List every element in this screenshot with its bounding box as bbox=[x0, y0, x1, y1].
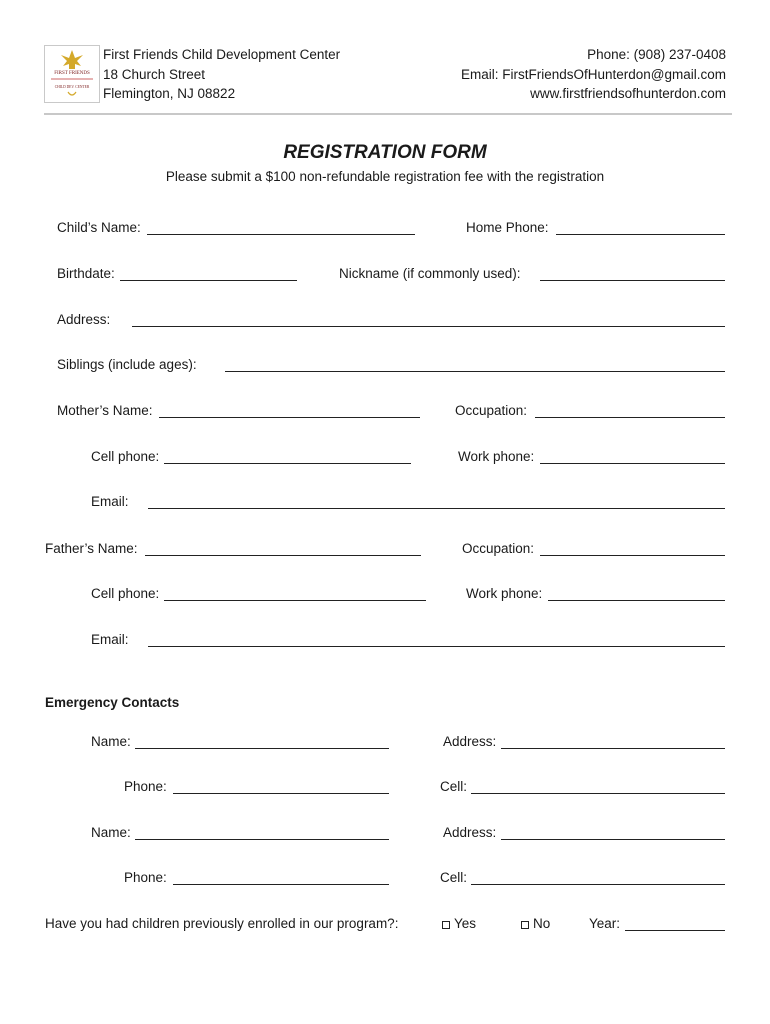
header-divider bbox=[44, 113, 732, 115]
yes-checkbox[interactable] bbox=[442, 921, 450, 929]
siblings-label: Siblings (include ages): bbox=[57, 357, 197, 372]
father-cell-field[interactable] bbox=[164, 600, 426, 601]
siblings-field[interactable] bbox=[225, 371, 725, 372]
emergency-address-2-field[interactable] bbox=[501, 839, 725, 840]
father-name-label: Father’s Name: bbox=[45, 541, 138, 556]
org-contact-block bbox=[461, 45, 726, 104]
emergency-cell-2-field[interactable] bbox=[471, 884, 725, 885]
mother-email-label: Email: bbox=[91, 494, 129, 509]
mother-cell-field[interactable] bbox=[164, 463, 411, 464]
emergency-name-2-label: Name: bbox=[91, 825, 131, 840]
mother-email-field[interactable] bbox=[148, 508, 725, 509]
father-email-field[interactable] bbox=[148, 646, 725, 647]
yes-label: Yes bbox=[454, 916, 477, 931]
emergency-phone-2-label: Phone: bbox=[124, 870, 167, 885]
mother-work-label: Work phone: bbox=[458, 449, 535, 464]
org-phone: Phone: (908) 237-0408 bbox=[587, 47, 726, 62]
emergency-cell-1-field[interactable] bbox=[471, 793, 725, 794]
birthdate-field[interactable] bbox=[120, 280, 297, 281]
father-name-field[interactable] bbox=[145, 555, 421, 556]
no-checkbox[interactable] bbox=[521, 921, 529, 929]
emergency-phone-1-label: Phone: bbox=[124, 779, 167, 794]
father-occupation-label: Occupation: bbox=[462, 541, 535, 556]
previous-enrollment-question: Have you had children previously enrolled in our program?: bbox=[45, 916, 399, 931]
emergency-cell-1-label: Cell: bbox=[440, 779, 468, 794]
mother-occupation-field[interactable] bbox=[535, 417, 725, 418]
year-label: Year: bbox=[589, 916, 621, 931]
org-name: First Friends Child Development Center bbox=[103, 47, 341, 62]
emergency-name-2-field[interactable] bbox=[135, 839, 389, 840]
father-work-label: Work phone: bbox=[466, 586, 543, 601]
father-work-field[interactable] bbox=[548, 600, 725, 601]
nickname-field[interactable] bbox=[540, 280, 725, 281]
emergency-address-1-field[interactable] bbox=[501, 748, 725, 749]
org-address-block bbox=[103, 45, 340, 104]
address-field[interactable] bbox=[132, 326, 725, 327]
emergency-address-2-label: Address: bbox=[443, 825, 497, 840]
form-subtitle: Please submit a $100 non-refundable registration fee with the registration bbox=[165, 169, 605, 184]
mother-cell-label: Cell phone: bbox=[91, 449, 160, 464]
mother-work-field[interactable] bbox=[540, 463, 725, 464]
emergency-heading: Emergency Contacts bbox=[45, 695, 180, 710]
emergency-phone-2-field[interactable] bbox=[173, 884, 389, 885]
mother-occupation-label: Occupation: bbox=[455, 403, 528, 418]
home-phone-field[interactable] bbox=[556, 234, 725, 235]
child-name-label: Child’s Name: bbox=[57, 220, 141, 235]
mother-name-field[interactable] bbox=[159, 417, 420, 418]
birthdate-label: Birthdate: bbox=[57, 266, 115, 281]
mother-name-label: Mother’s Name: bbox=[57, 403, 153, 418]
no-label: No bbox=[533, 916, 551, 931]
svg-text:FIRST FRIENDS: FIRST FRIENDS bbox=[54, 71, 90, 76]
nickname-label: Nickname (if commonly used): bbox=[339, 266, 521, 281]
svg-text:CHILD DEV. CENTER: CHILD DEV. CENTER bbox=[54, 85, 90, 89]
form-title: REGISTRATION FORM bbox=[283, 142, 487, 163]
logo-emblem-icon bbox=[45, 46, 99, 102]
home-phone-label: Home Phone: bbox=[466, 220, 549, 235]
emergency-phone-1-field[interactable] bbox=[173, 793, 389, 794]
org-city: Flemington, NJ 08822 bbox=[103, 86, 236, 101]
father-occupation-field[interactable] bbox=[540, 555, 725, 556]
center-logo bbox=[44, 45, 100, 103]
org-website[interactable]: www.firstfriendsofhunterdon.com bbox=[530, 86, 726, 101]
year-field[interactable] bbox=[625, 930, 725, 931]
emergency-address-1-label: Address: bbox=[443, 734, 497, 749]
emergency-name-1-label: Name: bbox=[91, 734, 131, 749]
father-cell-label: Cell phone: bbox=[91, 586, 160, 601]
org-email[interactable]: Email: FirstFriendsOfHunterdon@gmail.com bbox=[460, 66, 726, 82]
emergency-name-1-field[interactable] bbox=[135, 748, 389, 749]
address-label: Address: bbox=[57, 312, 111, 327]
child-name-field[interactable] bbox=[147, 234, 415, 235]
father-email-label: Email: bbox=[91, 632, 129, 647]
emergency-cell-2-label: Cell: bbox=[440, 870, 468, 885]
org-street: 18 Church Street bbox=[103, 66, 206, 82]
